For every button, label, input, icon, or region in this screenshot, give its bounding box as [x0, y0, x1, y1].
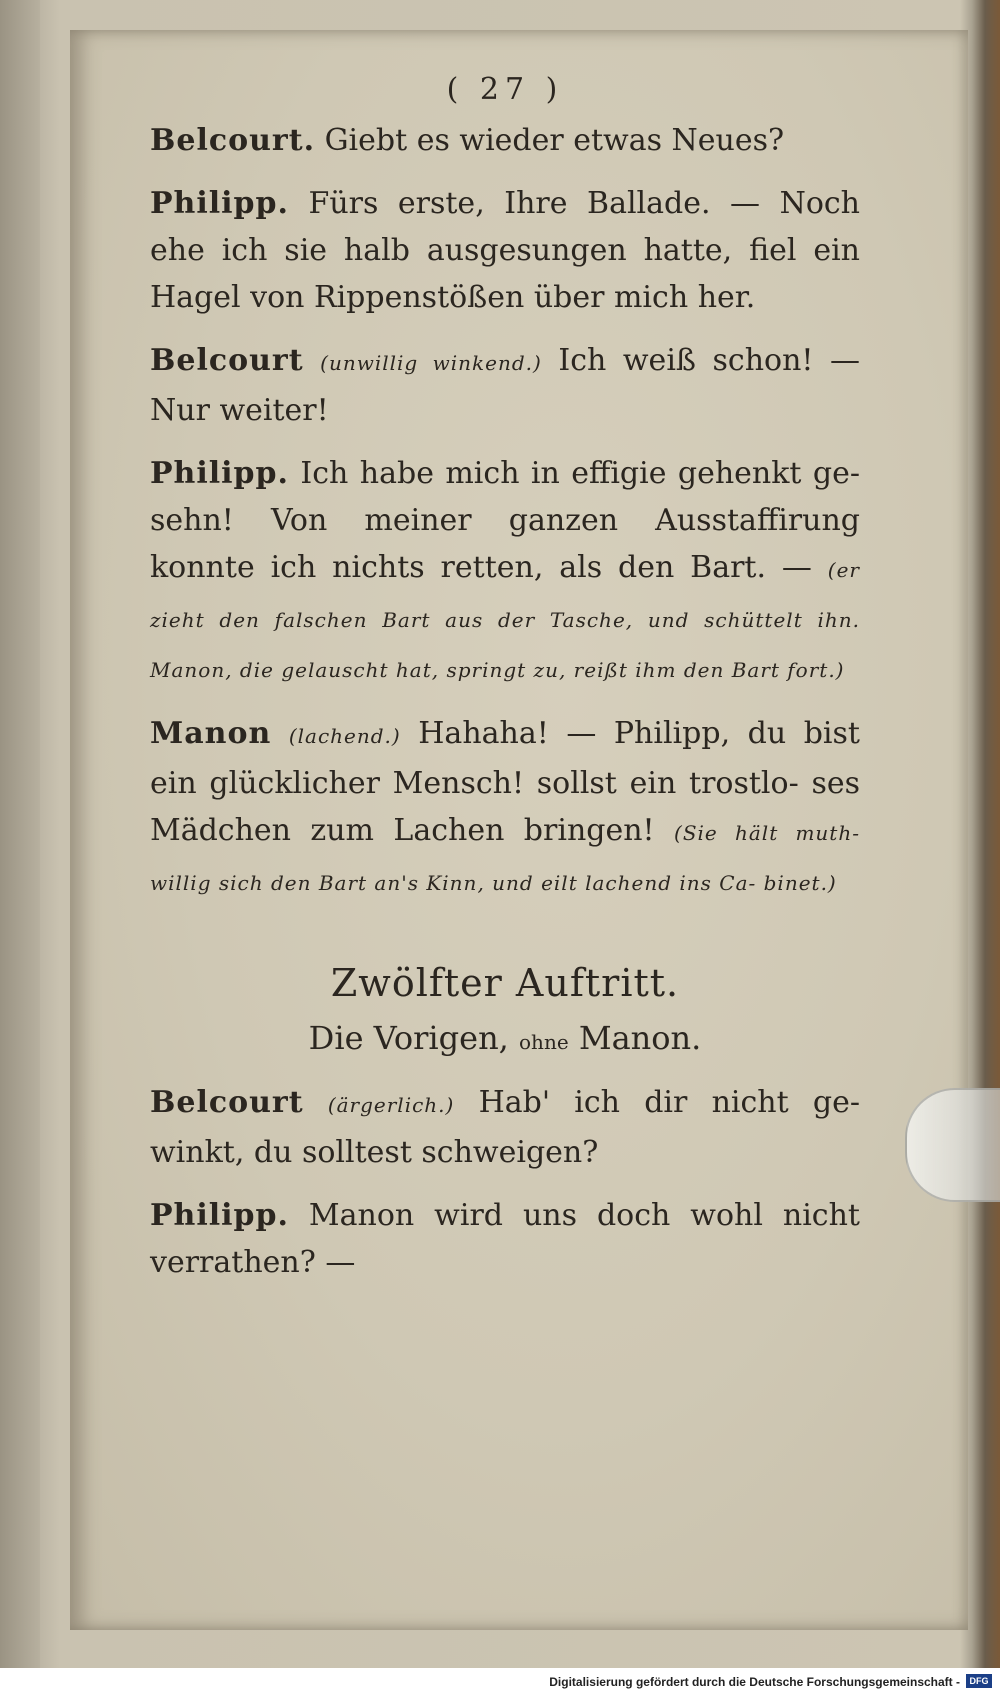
- stage-direction: (lachend.): [288, 724, 401, 748]
- scene-subtitle-end: Manon.: [578, 1019, 702, 1057]
- scene-subtitle-main: Die Vorigen,: [308, 1019, 509, 1057]
- footer-bar: [0, 1668, 1000, 1695]
- dialogue-line: [150, 180, 860, 321]
- footer-credit: Digitalisierung gefördert durch die Deutsche Forschungsgemeinschaft -: [549, 1675, 960, 1689]
- page-number: ( 27 ): [446, 72, 564, 107]
- speaker-name: Belcourt.: [150, 123, 316, 158]
- dialogue-line: [150, 710, 860, 907]
- dialogue-line: [150, 117, 860, 164]
- stage-direction: (Sie hält muth- willig sich den Bart an's Kinn, und eilt lachend ins Ca- binet.): [150, 821, 860, 895]
- scene-subtitle: [150, 1019, 860, 1057]
- speaker-name: Philipp.: [150, 456, 289, 491]
- stage-direction: (ärgerlich.): [327, 1093, 455, 1117]
- speaker-name: Manon: [150, 716, 272, 751]
- speech-text: Hab' ich dir nicht ge- winkt, du solltest schweigen?: [150, 1085, 860, 1170]
- scene-title: Zwölfter Auftritt.: [330, 961, 680, 1005]
- dfg-logo: DFG: [966, 1674, 992, 1688]
- speaker-name: Philipp.: [150, 186, 289, 221]
- speech-text: Manon wird uns doch wohl nicht verrathen? —: [150, 1198, 860, 1280]
- speaker-name: Belcourt: [150, 1085, 304, 1120]
- speech-text: Ich weiß schon! — Nur weiter!: [150, 343, 861, 428]
- dialogue-line: [150, 450, 860, 694]
- speech-text: Hahaha! — Philipp, du bist ein glücklicher Mensch! sollst ein trostlo- ses Mädchen zum Lachen bringen!: [150, 716, 860, 848]
- stage-direction: (er zieht den falschen Bart aus der Tasche, und schüttelt ihn. Manon, die gelauscht hat, springt zu, reißt ihm den Bart fort.): [150, 558, 860, 682]
- speech-text: Giebt es wieder etwas Neues?: [324, 123, 785, 158]
- page-clip: [905, 1088, 1000, 1202]
- dialogue-line: [150, 337, 860, 434]
- speech-text: Fürs erste, Ihre Ballade. — Noch ehe ich sie halb ausgesungen hatte, fiel ein Hagel von Rippenstößen über mich her.: [150, 186, 861, 315]
- scene-subtitle-small: ohne: [519, 1030, 569, 1054]
- page-content: [150, 72, 860, 1302]
- speaker-name: Belcourt: [150, 343, 304, 378]
- stage-direction: (unwillig winkend.): [320, 351, 542, 375]
- dialogue-line: [150, 1192, 860, 1286]
- speech-text: Ich habe mich in effigie gehenkt ge- sehn! Von meiner ganzen Ausstaffirung konnte ich nichts retten, als den Bart. —: [150, 456, 860, 585]
- dialogue-line: [150, 1079, 860, 1176]
- previous-page-edge: [0, 0, 40, 1668]
- speaker-name: Philipp.: [150, 1198, 289, 1233]
